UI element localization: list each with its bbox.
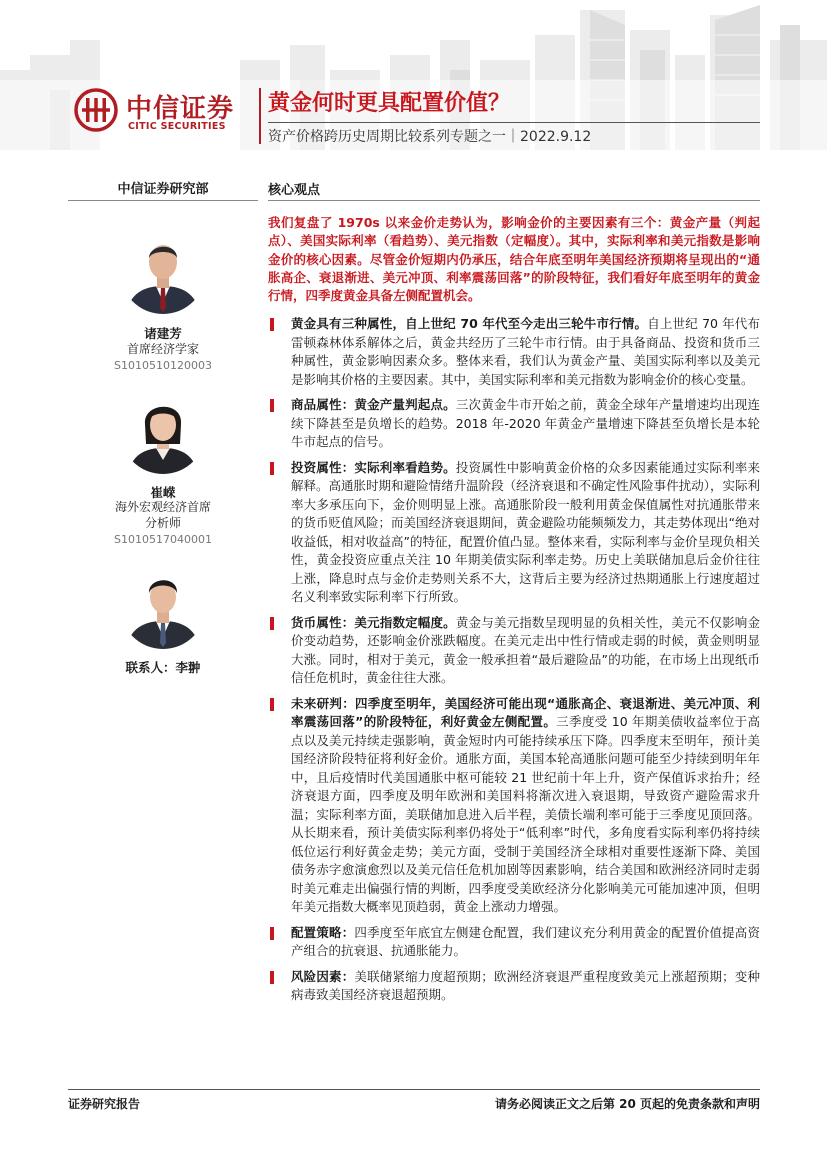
report-subtitle: 资产价格跨历史周期比较系列专题之一｜2022.9.12 [268, 129, 592, 145]
key-point [268, 315, 760, 389]
bullet-marker [270, 399, 274, 412]
bullet-marker [270, 462, 274, 475]
analyst-cert-zhu: S1010510120003 [114, 359, 212, 372]
title-divider [259, 88, 261, 144]
footer-disclaimer: 请务必阅读正文之后第 20 页起的免责条款和声明 [494, 1097, 760, 1111]
analyst-photo-cui [120, 388, 206, 474]
key-point-lead: 配置策略： [291, 924, 355, 940]
bullet-marker [270, 318, 274, 331]
key-points-list [268, 315, 760, 1012]
key-point-body: 投资属性中影响黄金价格的众多因素能通过实际利率来解释。高通胀时期和避险情绪升温阶段（经济衰退和不确定性风险事件扰动），实际利率大多承压向下，金价则明显上涨。高通胀阶段一般利用黄金保值属性对抗通胀带来的货币贬值风险；而美国经济衰退期间，黄金避险功能频频发力，其走势体现出“绝对收益低，相对收益高”的特征，配置价值凸显。整体来看，实际利率与金价呈现负相关性，黄金投资应重点关注 10 年期美债实际利率走势。历史上美联储加息后金价往往上涨，降息时点与金价走势则关系不大，这背后主要为经济过热期通胀上行速度超过名义利率致实际利率下行所致。 [291, 459, 760, 604]
analyst-photo-zhu [120, 228, 206, 314]
key-point [268, 968, 760, 1005]
analyst-role-cui-line1: 海外宏观经济首席 [114, 500, 211, 514]
analyst-name-cui: 崔嵘 [150, 485, 176, 500]
key-point-lead: 商品属性：黄金产量判起点。 [291, 397, 456, 412]
contact-photo-li [120, 563, 206, 649]
summary-paragraph: 我们复盘了 1970s 以来金价走势认为，影响金价的主要因素有三个：黄金产量（判起点）、美国实际利率（看趋势）、美元指数（定幅度）。其中，实际利率和美元指数是影响金价的核心因素。尽管金价短期内仍承压，结合年底至明年美国经济预期将呈现出的“通胀高企、衰退渐进、美元冲顶、利率震荡回落”的阶段特征，我们看好年底至明年的黄金行情，四季度黄金具备左侧配置机会。 [268, 215, 760, 304]
analyst-role-zhu: 首席经济学家 [126, 342, 199, 356]
footer-rule [68, 1089, 760, 1090]
key-point-body: 自上世纪 70 年代布雷顿森林体系解体之后，黄金共经历了三轮牛市行情。由于具备商品、投资和货币三种属性，黄金影响因素众多。整体来看，我们认为黄金产量、美国实际利率以及美元是影响其价格的主要因素。其中，美国实际利率和美元指数为影响金价的核心变量。 [291, 316, 760, 387]
key-point-body: 美联储紧缩力度超预期；欧洲经济衰退严重程度致美元上涨超预期；变种病毒致美国经济衰退超预期。 [291, 968, 760, 1002]
key-point [268, 614, 760, 688]
department-name: 中信证券研究部 [117, 182, 209, 197]
bullet-marker [270, 971, 274, 984]
citic-logo-mark-icon [74, 88, 118, 132]
section-rule [268, 200, 760, 201]
contact-name: 联系人：李翀 [125, 660, 201, 675]
key-point-body: 三季度受 10 年期美债收益率位于高点以及美元持续走强影响，黄金短时内可能持续承压下降。四季度末至明年，预计美国经济阶段特征将利好金价。通胀方面，美国本轮高通胀问题可能至少持续到明年年中，且后疫情时代美国通胀中枢可能较 21 世纪前十年上升，资产保值诉求抬升；经济衰退方面，四季度及明年欧洲和美国料将渐次进入衰退期，导致资产避险需求升温；实际利率方面，美联储加息进入后半程，美债长端利率可能于三季度见顶回落。从长期来看，预计美债实际利率仍将处于“低利率”时代，多角度看实际利率仍将持续低位运行利好黄金走势；美元方面，受制于美国经济全球相对重要性逐渐下降、美国债务赤字愈演愈烈以及美元信任危机加剧等因素影响，结合美国和欧洲经济同时走弱时美元难走出偏强行情的判断，四季度受美欧经济分化影响美元可能加速冲顶，但明年美元指数大概率见顶趋弱，黄金上涨动力增强。 [291, 714, 760, 914]
citic-logo [74, 86, 254, 136]
key-point-body: 三次黄金牛市开始之前，黄金全球年产量增速均出现连续下降甚至是负增长的趋势。2018 年-2020 年黄金产量增速下降甚至负增长是本轮牛市起点的信号。 [291, 397, 760, 449]
title-rule [268, 122, 760, 123]
key-point-lead: 货币属性：美元指数定幅度。 [291, 614, 456, 630]
analyst-cert-cui: S1010517040001 [114, 533, 212, 546]
key-point-lead: 未来研判：四季度至明年，美国经济可能出现“通胀高企、衰退渐进、美元冲顶、利率震荡回落”的阶段特征，利好黄金左侧配置。 [291, 695, 760, 729]
logo-english-name: CITIC SECURITIES [128, 121, 226, 132]
section-title-core-views: 核心观点 [268, 183, 321, 198]
key-point [268, 459, 760, 607]
key-point [268, 695, 760, 917]
bullet-marker [270, 927, 274, 940]
footer-report-type: 证券研究报告 [68, 1097, 141, 1111]
logo-chinese-name: 中信证券 [126, 94, 235, 124]
key-point-lead: 风险因素： [291, 968, 355, 984]
bullet-marker [270, 617, 274, 630]
department-rule [68, 200, 258, 201]
key-point [268, 396, 760, 452]
key-point-body: 四季度至年底宜左侧建仓配置，我们建议充分利用黄金的配置价值提高资产组合的抗衰退、抗通胀能力。 [291, 924, 760, 958]
key-point-body: 黄金与美元指数呈现明显的负相关性，美元不仅影响金价变动趋势，还影响金价涨跌幅度。在美元走出中性行情或走弱的时候，黄金则明显大涨。同时，相对于美元，黄金一般承担着“最后避险品”的功能，在市场上出现纸币信任危机时，黄金往往大涨。 [291, 614, 760, 685]
report-title: 黄金何时更具配置价值？ [268, 91, 511, 116]
analyst-role-cui-line2: 分析师 [144, 516, 181, 530]
key-point-lead: 投资属性：实际利率看趋势。 [291, 459, 456, 475]
key-point [268, 924, 760, 961]
bullet-marker [270, 698, 274, 711]
key-point-lead: 黄金具有三种属性，自上世纪 70 年代至今走出三轮牛市行情。 [291, 316, 648, 331]
analyst-name-zhu: 诸建芳 [144, 326, 182, 341]
